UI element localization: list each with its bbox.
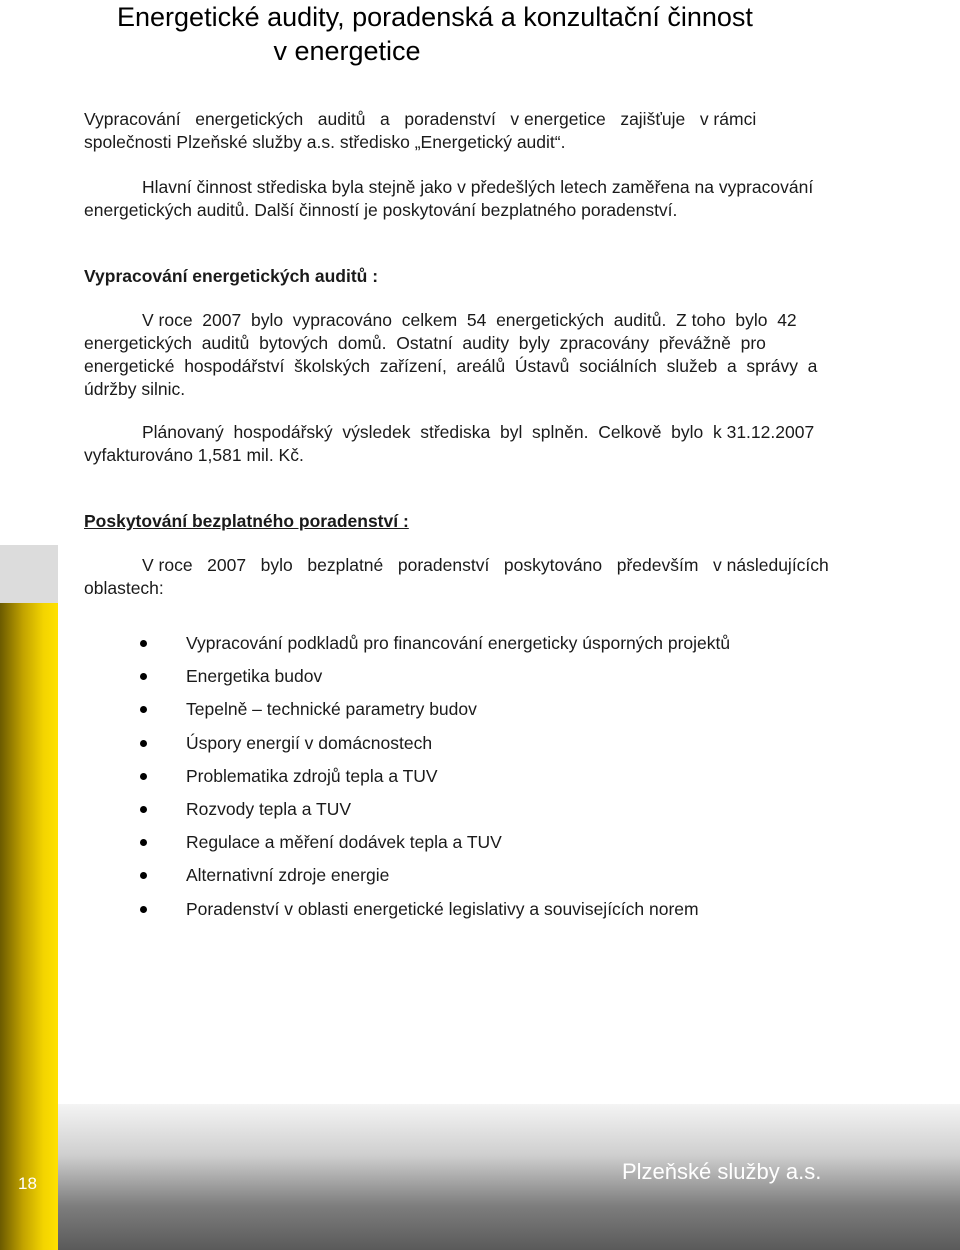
section-heading-audits: Vypracování energetických auditů : — [84, 266, 379, 286]
page-title-line1: Energetické audity, poradenská a konzultační činnost — [117, 2, 753, 32]
bullet-icon — [140, 773, 147, 780]
text-line: vyfakturováno 1,581 mil. Kč. — [84, 445, 304, 465]
sidebar-grey-block — [0, 545, 58, 603]
page-title — [117, 0, 897, 68]
bullet-icon — [140, 640, 147, 647]
page-title-line2: v energetice — [273, 36, 421, 66]
bullet-icon — [140, 839, 147, 846]
text-line: V roce 2007 bylo vypracováno celkem 54 energetických auditů. Z toho bylo 42 — [142, 310, 797, 330]
text-line: oblastech: — [84, 578, 164, 598]
text-line: údržby silnic. — [84, 379, 186, 399]
text-line: Hlavní činnost střediska byla stejně jako v předešlých letech zaměřena na vypracování — [142, 177, 814, 197]
footer-band — [58, 1104, 960, 1250]
audits-paragraph-2 — [84, 421, 888, 467]
page-number: 18 — [18, 1174, 37, 1193]
text-line: energetických auditů. Další činností je poskytování bezplatného poradenství. — [84, 200, 678, 220]
intro-paragraph-1 — [84, 108, 888, 154]
intro-paragraph-2 — [84, 176, 888, 222]
bullet-icon — [140, 706, 147, 713]
advisory-paragraph — [84, 554, 888, 600]
text-line: energetických auditů bytových domů. Ostatní audity byly zpracovány převážně pro — [84, 333, 766, 353]
bullet-icon — [140, 872, 147, 879]
text-line: Vypracování energetických auditů a poradenství v energetice zajišťuje v rámci — [84, 109, 757, 129]
text-line: společnosti Plzeňské služby a.s. středisko „Energetický audit“. — [84, 132, 566, 152]
bullet-icon — [140, 806, 147, 813]
text-line: V roce 2007 bylo bezplatné poradenství poskytováno především v následujících — [142, 555, 829, 575]
bullet-icon — [140, 740, 147, 747]
text-line: energetické hospodářství školských zařízení, areálů Ústavů sociálních služeb a správy a — [84, 356, 818, 376]
section-heading-advisory: Poskytování bezplatného poradenství : — [84, 511, 409, 531]
bullet-icon — [140, 673, 147, 680]
footer-brand: Plzeňské služby a.s. — [622, 1159, 822, 1184]
sidebar-gold-bar — [0, 603, 58, 1250]
audits-paragraph-1 — [84, 309, 888, 401]
bullet-icon — [140, 906, 147, 913]
text-line: Plánovaný hospodářský výsledek střediska byl splněn. Celkově bylo k 31.12.2007 — [142, 422, 815, 442]
